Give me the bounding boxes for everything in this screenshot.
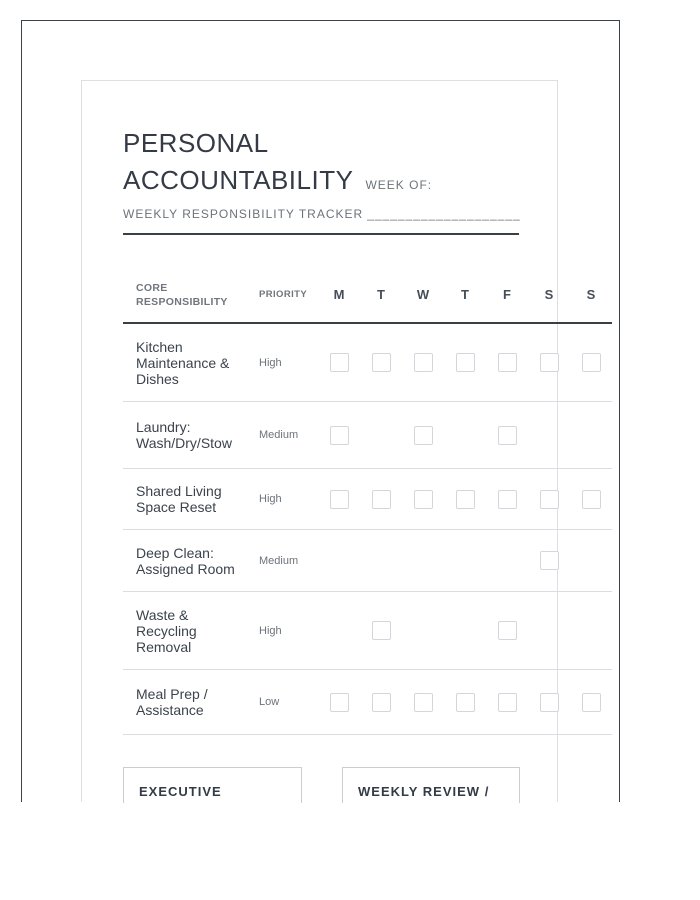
day-cell-tuesday (360, 353, 402, 372)
checkbox-tuesday[interactable] (372, 693, 391, 712)
checkbox-wednesday[interactable] (414, 353, 433, 372)
task-name: Laundry: Wash/Dry/Stow (136, 419, 232, 451)
column-header-sunday: S (586, 287, 596, 302)
checkbox-friday[interactable] (498, 490, 517, 509)
table-header (123, 267, 612, 324)
day-cell-tuesday (360, 621, 402, 640)
page-title-line2: ACCOUNTABILITY (123, 165, 354, 195)
footer-boxes (123, 767, 520, 803)
checkbox-monday[interactable] (330, 353, 349, 372)
checkbox-friday[interactable] (498, 353, 517, 372)
checkbox-saturday[interactable] (540, 551, 559, 570)
checkbox-thursday[interactable] (456, 353, 475, 372)
day-cell-sunday (570, 490, 612, 509)
title-divider (123, 233, 519, 235)
checkbox-wednesday[interactable] (414, 490, 433, 509)
checkbox-saturday[interactable] (540, 490, 559, 509)
day-cell-thursday (444, 490, 486, 509)
column-header-thursday: T (461, 287, 469, 302)
task-name: Kitchen Maintenance & Dishes (136, 338, 230, 387)
day-cell-saturday (528, 353, 570, 372)
column-header-tuesday: T (377, 287, 385, 302)
day-cell-friday (486, 426, 528, 445)
column-header-wednesday: W (416, 287, 430, 302)
table-row (123, 530, 612, 592)
task-name: Meal Prep / Assistance (136, 686, 208, 718)
week-of-label: WEEK OF: (365, 178, 433, 192)
column-header-saturday: S (544, 287, 554, 302)
task-priority: High (259, 356, 282, 369)
page-title (123, 125, 553, 204)
checkbox-thursday[interactable] (456, 693, 475, 712)
checkbox-sunday[interactable] (582, 490, 601, 509)
column-header-core-responsibility: CORE RESPONSIBILITY (136, 281, 228, 308)
day-cell-tuesday (360, 490, 402, 509)
day-cell-monday (318, 490, 360, 509)
checkbox-tuesday[interactable] (372, 490, 391, 509)
checkbox-wednesday[interactable] (414, 426, 433, 445)
page-title-line1: PERSONAL (123, 128, 269, 158)
day-cell-saturday (528, 551, 570, 570)
day-cell-saturday (528, 490, 570, 509)
subtitle-row (123, 207, 553, 221)
checkbox-sunday[interactable] (582, 693, 601, 712)
responsibility-table (123, 267, 612, 735)
checkbox-monday[interactable] (330, 426, 349, 445)
checkbox-sunday[interactable] (582, 353, 601, 372)
executive-box-title: EXECUTIVE (139, 784, 222, 799)
column-header-priority: PRIORITY (259, 289, 308, 300)
checkbox-monday[interactable] (330, 490, 349, 509)
checkbox-thursday[interactable] (456, 490, 475, 509)
column-header-monday: M (333, 287, 345, 302)
task-name: Waste & Recycling Removal (136, 606, 197, 655)
week-of-blank-line: ____________________ (367, 207, 521, 221)
table-row (123, 469, 612, 530)
day-cell-friday (486, 353, 528, 372)
day-cell-wednesday (402, 693, 444, 712)
page-header (123, 125, 553, 221)
tracker-page (81, 80, 596, 802)
weekly-review-box (342, 767, 520, 803)
day-cell-sunday (570, 353, 612, 372)
task-priority: Medium (259, 429, 299, 441)
day-cell-friday (486, 621, 528, 640)
day-cell-tuesday (360, 693, 402, 712)
day-cell-wednesday (402, 490, 444, 509)
checkbox-saturday[interactable] (540, 693, 559, 712)
table-row (123, 324, 612, 402)
day-cell-wednesday (402, 426, 444, 445)
day-cell-thursday (444, 353, 486, 372)
executive-box (123, 767, 302, 803)
day-cell-friday (486, 693, 528, 712)
checkbox-friday[interactable] (498, 426, 517, 445)
table-row (123, 402, 612, 469)
day-cell-thursday (444, 693, 486, 712)
checkbox-monday[interactable] (330, 693, 349, 712)
checkbox-wednesday[interactable] (414, 693, 433, 712)
table-row (123, 592, 612, 670)
day-cell-wednesday (402, 353, 444, 372)
task-priority: High (259, 624, 282, 637)
day-cell-monday (318, 353, 360, 372)
checkbox-tuesday[interactable] (372, 353, 391, 372)
checkbox-tuesday[interactable] (372, 621, 391, 640)
table-row (123, 670, 612, 735)
day-cell-sunday (570, 693, 612, 712)
checkbox-saturday[interactable] (540, 353, 559, 372)
day-cell-monday (318, 693, 360, 712)
column-header-friday: F (503, 287, 511, 302)
task-name: Deep Clean: Assigned Room (136, 544, 235, 577)
task-priority: Medium (259, 554, 299, 567)
day-cell-monday (318, 426, 360, 445)
checkbox-friday[interactable] (498, 693, 517, 712)
task-priority: Low (259, 696, 280, 708)
weekly-review-box-title: WEEKLY REVIEW / (358, 784, 490, 799)
day-cell-saturday (528, 693, 570, 712)
task-priority: High (259, 493, 282, 505)
day-cell-friday (486, 490, 528, 509)
checkbox-friday[interactable] (498, 621, 517, 640)
subtitle: WEEKLY RESPONSIBILITY TRACKER (123, 207, 364, 221)
task-name: Shared Living Space Reset (136, 483, 222, 515)
